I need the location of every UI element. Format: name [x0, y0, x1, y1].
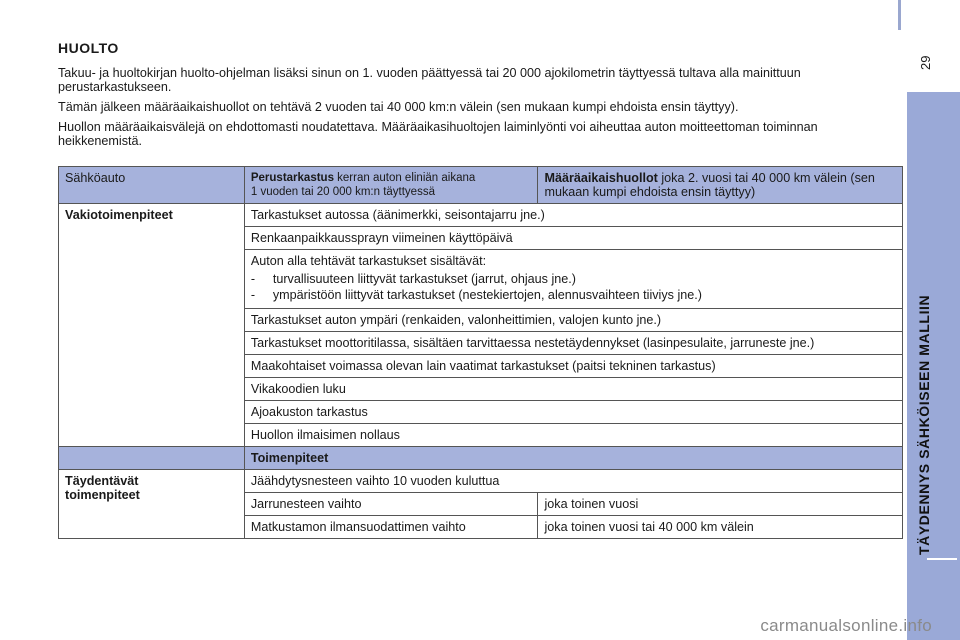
table-cell: Jäähdytysnesteen vaihto 10 vuoden kuluttua [244, 470, 902, 493]
service-table [58, 166, 903, 539]
standard-label-cell: Vakiotoimenpiteet [59, 204, 245, 447]
top-divider-line [898, 0, 901, 30]
table-cell-empty [59, 447, 245, 470]
section-title: HUOLTO [58, 40, 119, 56]
list-item: - ympäristöön liittyvät tarkastukset (nestekiertojen, alennusvaihteen tiiviys jne.) [251, 288, 896, 302]
table-cell: Maakohtaiset voimassa olevan lain vaatimat tarkastukset (paitsi tekninen tarkastus) [244, 355, 902, 378]
table-cell: Huollon ilmaisimen nollaus [244, 424, 902, 447]
header-periodic-service: Määräaikaishuollot joka 2. vuosi tai 40 000 km välein (sen mukaan kumpi ehdoista ensin täyttyy) [538, 167, 903, 204]
table-cell: Tarkastukset moottoritilassa, sisältäen tarvittaessa nestetäydennykset (lasinpesulaite, jarruneste jne.) [244, 332, 902, 355]
main-content [58, 40, 898, 154]
list-item: - turvallisuuteen liittyvät tarkastukset (jarrut, ohjaus jne.) [251, 272, 896, 286]
toimenpiteet-header: Toimenpiteet [244, 447, 902, 470]
source-watermark: carmanualsonline.info [760, 616, 932, 635]
sidebar-divider [927, 558, 957, 560]
table-header-row [59, 167, 903, 204]
table-cell-interval: joka toinen vuosi [538, 493, 903, 516]
page-number: 29 [918, 55, 933, 70]
table-cell: Vikakoodien luku [244, 378, 902, 401]
header-basic-inspection: Perustarkastus kerran auton eliniän aikana 1 vuoden tai 20 000 km:n täyttyessä [244, 167, 538, 204]
table-cell-interval: joka toinen vuosi tai 40 000 km välein [538, 516, 903, 539]
underbody-check-list [251, 272, 896, 302]
header-electric-car: Sähköauto [59, 167, 245, 204]
paragraph-intro: Takuu- ja huoltokirjan huolto-ohjelman lisäksi sinun on 1. vuoden päättyessä tai 20 000 ajokilometrin täyttyessä tultava alla mainittuun perustarkastukseen. [58, 66, 801, 94]
paragraph-warning: Huollon määräaikaisvälejä on ehdottomasti noudatettava. Määräaikasihuoltojen laiminlyönti voi aiheuttaa auton moitteettoman toiminnan heikkenemistä. [58, 120, 818, 148]
table-subheader-row [59, 447, 903, 470]
table-cell: Tarkastukset autossa (äänimerkki, seisontajarru jne.) [244, 204, 902, 227]
table-cell: Tarkastukset auton ympäri (renkaiden, valonheittimien, valojen kunto jne.) [244, 309, 902, 332]
table-row [59, 470, 903, 493]
additional-label-cell: Täydentävät toimenpiteet [59, 470, 245, 539]
table-cell-underbody: Auton alla tehtävät tarkastukset sisältävät: - turvallisuuteen liittyvät tarkastukset (jarrut, ohjaus jne.) - ympäristöön liittyvät tarkastukset (nestekiertojen, alennusvaihteen tiiviys jne.) [244, 250, 902, 309]
table-cell: Jarrunesteen vaihto [244, 493, 538, 516]
chapter-title: TÄYDENNYS SÄHKÖISEEN MALLIIN [916, 294, 932, 555]
table-cell: Matkustamon ilmansuodattimen vaihto [244, 516, 538, 539]
table-cell: Renkaanpaikkausspray​n viimeinen käyttöpäivä [244, 227, 902, 250]
paragraph-interval: Tämän jälkeen määräaikaishuollot on tehtävä 2 vuoden tai 40 000 km:n välein (sen mukaan kumpi ehdoista ensin täyttyy). [58, 100, 739, 114]
table-row [59, 204, 903, 227]
table-cell: Ajoakuston tarkastus [244, 401, 902, 424]
